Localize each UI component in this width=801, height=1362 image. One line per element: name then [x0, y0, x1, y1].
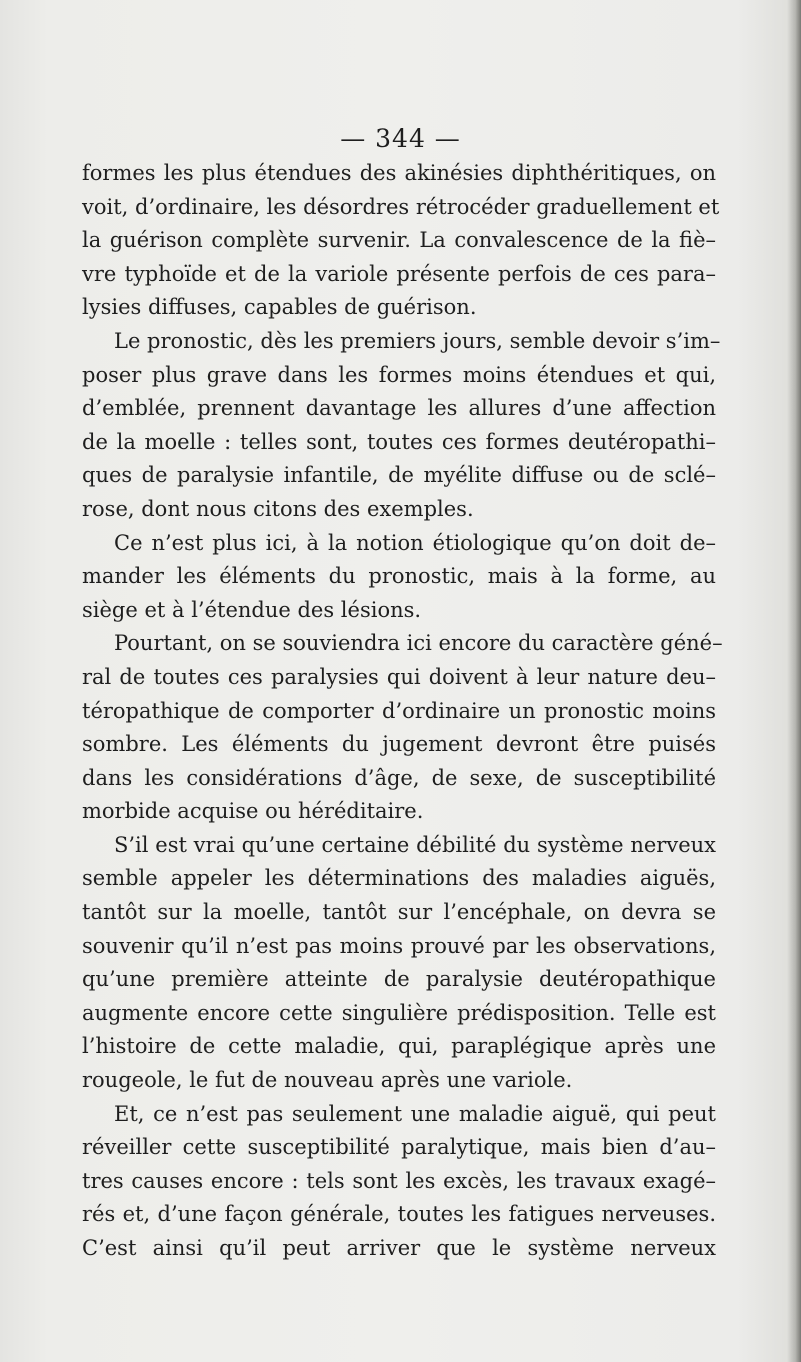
text-line: Et, ce n’est pas seulement une maladie aiguë, qui peut [114, 1101, 716, 1126]
text-line: Pourtant, on se souviendra ici encore du caractère géné– [114, 631, 723, 656]
text-line: augmente encore cette singulière prédisposition. Telle est [82, 1000, 716, 1025]
text-line: Ce n’est plus ici, à la notion étiologique qu’on doit de– [114, 530, 716, 555]
text-line: la guérison complète survenir. La convalescence de la fiè– [82, 228, 716, 253]
text-line: qu’une première atteinte de paralysie deutéropathique [82, 967, 716, 992]
text-line: de la moelle : telles sont, toutes ces formes deutéropathi– [82, 429, 716, 454]
text-line: ral de toutes ces paralysies qui doivent à leur nature deu– [82, 664, 716, 689]
text-line: d’emblée, prennent davantage les allures d’une affection [82, 396, 716, 421]
text-line: tres causes encore : tels sont les excès, les travaux exagé– [82, 1168, 716, 1193]
text-line: l’histoire de cette maladie, qui, paraplégique après une [82, 1034, 716, 1059]
text-line: ques de paralysie infantile, de myélite diffuse ou de sclé– [82, 463, 716, 488]
text-line: voit, d’ordinaire, les désordres rétrocéder graduellement et [82, 194, 720, 219]
page-number: — 344 — [340, 124, 461, 153]
text-line: mander les éléments du pronostic, mais à la forme, au [82, 564, 716, 589]
text-line: semble appeler les déterminations des maladies aiguës, [82, 866, 716, 891]
text-line: vre typhoïde et de la variole présente perfois de ces para– [82, 261, 716, 286]
text-line: Le pronostic, dès les premiers jours, semble devoir s’im– [114, 328, 721, 353]
text-line: C’est ainsi qu’il peut arriver que le système nerveux [82, 1236, 716, 1260]
text-line: tantôt sur la moelle, tantôt sur l’encéphale, on devra se [82, 900, 716, 925]
text-line: sombre. Les éléments du jugement devront être puisés [82, 732, 716, 757]
text-line: dans les considérations d’âge, de sexe, de susceptibilité [82, 765, 716, 790]
text-line: réveiller cette susceptibilité paralytique, mais bien d’au– [82, 1135, 716, 1160]
text-line: téropathique de comporter d’ordinaire un pronostic moins [82, 698, 716, 723]
text-line: rose, dont nous citons des exemples. [82, 496, 474, 521]
text-line: souvenir qu’il n’est pas moins prouvé par les observations, [82, 933, 716, 958]
text-line: lysies diffuses, capables de guérison. [82, 295, 477, 320]
text-line: S’il est vrai qu’une certaine débilité du système nerveux [114, 832, 716, 857]
body-text [82, 157, 723, 1266]
text-line: formes les plus étendues des akinésies diphthéritiques, on [82, 161, 716, 185]
text-line: poser plus grave dans les formes moins étendues et qui, [82, 362, 716, 387]
text-line: siège et à l’étendue des lésions. [82, 597, 422, 622]
text-line: morbide acquise ou héréditaire. [82, 799, 424, 824]
text-line: rés et, d’une façon générale, toutes les fatigues nerveuses. [82, 1202, 716, 1227]
text-line: rougeole, le fut de nouveau après une variole. [82, 1068, 573, 1093]
page-edge-shadow [787, 0, 801, 1362]
